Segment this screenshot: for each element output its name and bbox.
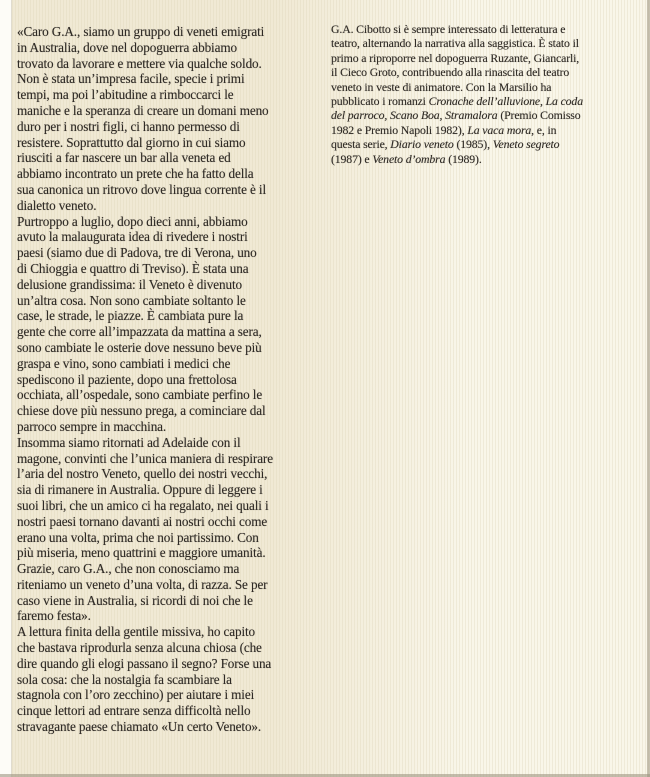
text-line: tempi, ma poi l’abitudine a rimboccarci le xyxy=(17,87,234,103)
text-segment: il Cieco Groto, contribuendo alla rinascita del teatro xyxy=(331,65,570,80)
text-line: gente che corre all’impazzata da mattina a sera, xyxy=(17,324,262,340)
text-segment: veneto in veste di animatore. Con la Marsilio ha xyxy=(331,79,552,94)
text-line: magone, convinti che l’unica maniera di respirare xyxy=(17,450,273,466)
text-line: sua canonica un ritrovo dove lingua corrente è il xyxy=(17,181,266,197)
text-line: spediscono il paziente, dopo una frettolosa xyxy=(17,371,237,387)
left-column xyxy=(17,24,319,735)
text-segment: primo a riproporre nel dopoguerra Ruzante, Giancarli, xyxy=(331,50,580,65)
text-line: un’altra cosa. Non sono cambiate soltanto le xyxy=(17,292,246,308)
text-line: trovato da lavorare e mettere via qualche soldo. xyxy=(17,55,262,71)
text-line: suoi libri, che un amico ci ha regalato, nei quali i xyxy=(17,497,269,513)
text-line xyxy=(331,137,643,151)
book-title-italic: Cronache dell’alluvione, La coda xyxy=(428,94,583,109)
text-segment: (Premio Comisso xyxy=(497,108,581,123)
text-line: duro per i nostri figli, ci hanno permesso di xyxy=(17,118,240,134)
text-line: case, le strade, le piazze. È cambiata pure la xyxy=(17,308,244,324)
text-segment: G.A. Cibotto si è sempre interessato di letteratura e xyxy=(331,22,566,36)
text-line: dire quando gli elogi passano il segno? Forse una xyxy=(17,655,272,671)
text-line: più miseria, meno quattrini e maggiore umanità. xyxy=(17,545,266,561)
text-line: Insomma siamo ritornati ad Adelaide con il xyxy=(17,434,241,450)
text-segment: pubblicato i romanzi xyxy=(331,94,429,109)
text-line xyxy=(331,123,643,137)
text-segment: questa serie, xyxy=(331,137,391,152)
text-line: faremo festa». xyxy=(17,608,91,624)
text-line xyxy=(331,36,643,50)
text-line: parroco sempre in macchina. xyxy=(17,418,167,434)
text-line: abbiamo incontrato un prete che ha fatto della xyxy=(17,166,254,182)
text-line: sono cambiate le osterie dove nessuno beve più xyxy=(17,339,262,355)
text-line: dialetto veneto. xyxy=(17,197,97,213)
book-title-italic: Veneto segreto xyxy=(492,137,560,152)
text-line: Grazie, caro G.A., che non conosciamo ma xyxy=(17,561,240,577)
book-title-italic: del parroco, Scano Boa, Stramalora xyxy=(331,108,498,123)
text-line: «Caro G.A., siamo un gruppo di veneti emigrati xyxy=(17,24,265,39)
text-line: riusciti a far nascere un bar alla veneta ed xyxy=(17,150,231,166)
text-line: delusione grandissima: il Veneto è divenuto xyxy=(17,276,242,292)
text-line: erano una volta, prima che noi partissimo. Con xyxy=(17,529,259,545)
text-line: che bastava riprodurla senza alcuna chiosa (che xyxy=(17,640,262,656)
text-line: nostri paesi tornano davanti ai nostri occhi come xyxy=(17,513,268,529)
text-line: sia di rimanere in Australia. Oppure di leggere i xyxy=(17,482,263,498)
text-line: avuto la malaugurata idea di rivedere i nostri xyxy=(17,229,248,245)
text-segment: , e, in xyxy=(531,122,557,137)
text-line: occhiata, all’ospedale, sono cambiate perfino le xyxy=(17,387,263,403)
text-line xyxy=(331,108,643,122)
text-line xyxy=(331,51,643,65)
text-line xyxy=(331,65,643,79)
text-line: stagnola con l’oro zecchino) per aiutare i miei xyxy=(17,687,255,703)
text-line xyxy=(331,152,643,166)
text-segment: 1982 e Premio Napoli 1982), xyxy=(331,122,468,137)
text-line: sola cosa: che la nostalgia fa scambiare la xyxy=(17,671,232,687)
text-line: stravagante paese chiamato «Un certo Veneto». xyxy=(17,719,262,735)
text-line: paesi (siamo due di Padova, tre di Verona, uno xyxy=(17,245,257,261)
text-line: graspa e vino, sono cambiati i medici che xyxy=(17,355,231,371)
book-title-italic: Diario veneto xyxy=(390,137,454,152)
book-title-italic: La vaca mora xyxy=(467,122,532,137)
text-line: chiese dove più nessuno prega, a cominciare dal xyxy=(17,403,266,419)
text-line xyxy=(331,22,643,36)
text-line: riteniamo un veneto d’una volta, di razza. Se per xyxy=(17,576,268,592)
text-line xyxy=(331,80,643,94)
text-segment: (1989). xyxy=(445,151,482,166)
text-line: Purtroppo a luglio, dopo dieci anni, abbiamo xyxy=(17,213,248,229)
text-line: l’aria del nostro Veneto, quello dei nostri vecchi, xyxy=(17,466,268,482)
text-line: A lettura finita della gentile missiva, ho capito xyxy=(17,624,256,640)
text-segment: (1987) e xyxy=(331,151,373,166)
text-line: in Australia, dove nel dopoguerra abbiamo xyxy=(17,39,237,55)
text-line: caso viene in Australia, si ricordi di noi che le xyxy=(17,592,253,608)
text-line: maniche e la speranza di creare un domani meno xyxy=(17,102,269,118)
text-line: resistere. Soprattutto dal giorno in cui siamo xyxy=(17,134,246,150)
text-line: cinque lettori ad entrare senza difficoltà nello xyxy=(17,703,251,719)
book-title-italic: Veneto d’ombra xyxy=(372,151,446,166)
right-column xyxy=(331,22,643,166)
text-segment: (1985), xyxy=(453,137,493,152)
page-left-edge xyxy=(0,0,12,777)
text-line: di Chioggia e quattro di Treviso). È stata una xyxy=(17,260,249,276)
text-line: Non è stata un’impresa facile, specie i primi xyxy=(17,71,245,87)
text-line xyxy=(331,94,643,108)
text-segment: teatro, alternando la narrativa alla saggistica. È stato il xyxy=(331,36,579,51)
